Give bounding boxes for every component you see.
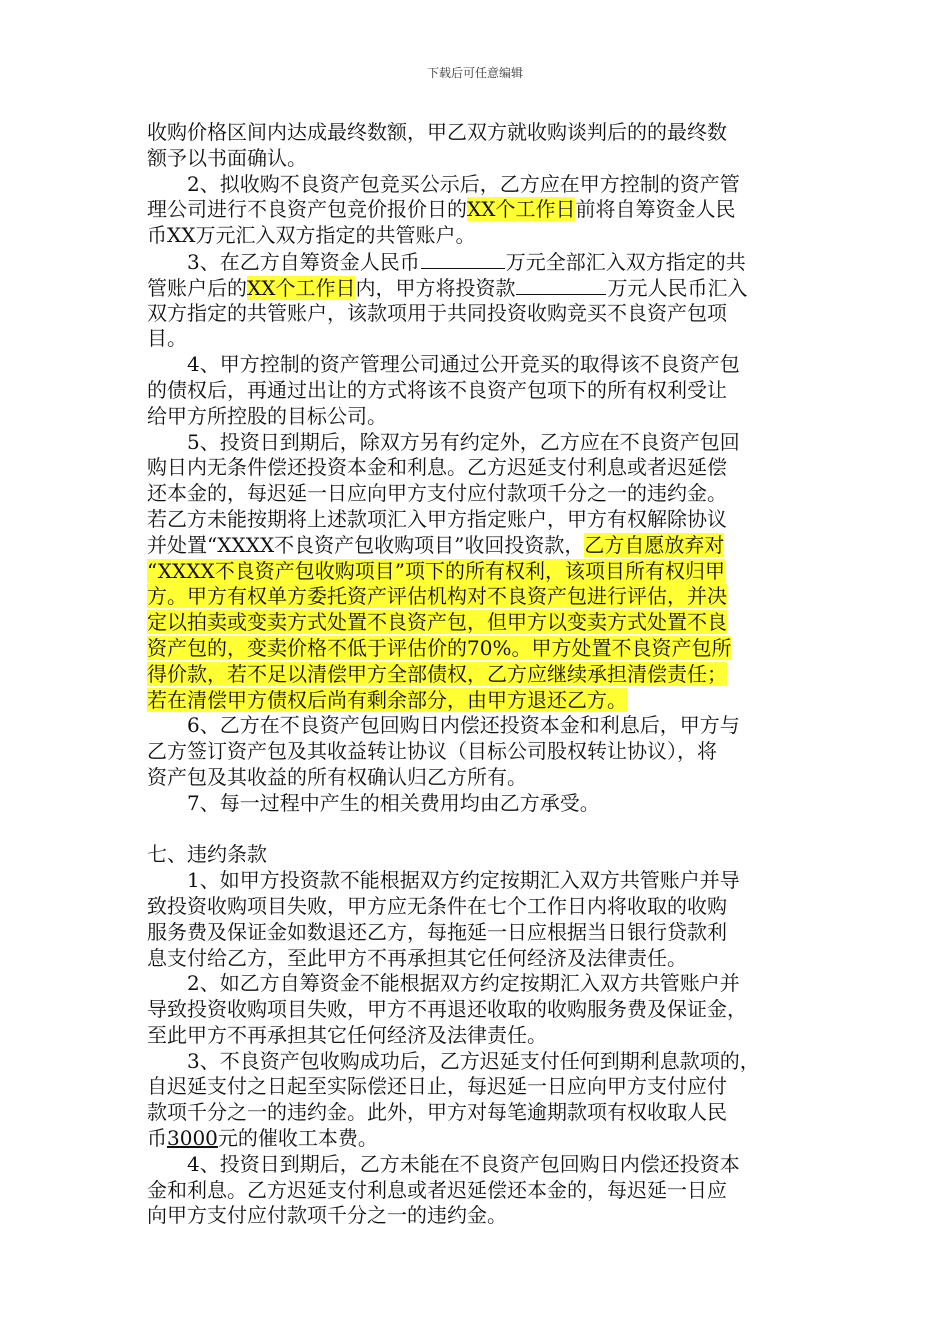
page-header-note: 下载后可任意编辑 xyxy=(426,66,523,80)
blank-underline xyxy=(421,249,505,269)
text-line xyxy=(147,662,813,688)
text-line: 6、乙方在不良资产包回购日内偿还投资本金和利息后，甲方与 xyxy=(187,713,740,738)
text-line: 购日内无条件偿还投资本金和利息。乙方迟延支付利息或者迟延偿 xyxy=(147,455,727,480)
text-line: 若乙方未能按期将上述款项汇入甲方指定账户，甲方有权解除协议 xyxy=(147,506,727,531)
text-line xyxy=(147,610,813,636)
document-body xyxy=(147,120,813,1229)
blank-underline xyxy=(516,275,606,295)
text-line: 2、拟收购不良资产包竞买公示后，乙方应在甲方控制的资产管 xyxy=(187,171,740,196)
text-line: 管账户后的XX个工作日内，甲方将投资款 万元人民币汇入 xyxy=(147,275,748,300)
text-line: 目。 xyxy=(147,326,187,351)
text-line xyxy=(147,636,813,662)
text-line: 自迟延支付之日起至实际偿还日止，每迟延一日应向甲方支付应付 xyxy=(147,1074,727,1099)
text-line: 致投资收购项目失败，甲方应无条件在七个工作日内将收取的收购 xyxy=(147,893,727,918)
text-line: 3、在乙方自筹资金人民币 万元全部汇入双方指定的共 xyxy=(187,249,746,274)
text-line: 还本金的，每迟延一日应向甲方支付应付款项千分之一的违约金。 xyxy=(147,481,727,506)
text-line: 理公司进行不良资产包竞价报价日的XX个工作日前将自筹资金人民 xyxy=(147,197,736,222)
text-line: 金和利息。乙方迟延支付利息或者迟延偿还本金的，每迟延一日应 xyxy=(147,1177,727,1202)
text-line: 给甲方所控股的目标公司。 xyxy=(147,403,387,428)
underlined-amount: 3000 xyxy=(167,1126,218,1151)
section-title: 七、违约条款 xyxy=(147,842,267,867)
text-line: 并处置“XXXX不良资产包收购项目”收回投资款，乙方自愿放弃对 xyxy=(147,532,725,557)
text-line: 服务费及保证金如数退还乙方，每拖延一日应根据当日银行贷款利 xyxy=(147,919,727,944)
text-line: 3、不良资产包收购成功后，乙方迟延支付任何到期利息款项的， xyxy=(187,1048,760,1073)
text-line: 息支付给乙方，至此甲方不再承担其它任何经济及法律责任。 xyxy=(147,945,687,970)
highlight: 资产包的，变卖价格不低于评估价的70%。甲方处置不良资产包所 xyxy=(147,635,732,660)
text-line: 乙方签订资产包及其收益转让协议（目标公司股权转让协议），将 xyxy=(147,739,717,764)
highlight: 方。甲方有权单方委托资产评估机构对不良资产包进行评估，并决 xyxy=(147,584,727,609)
text-line: 双方指定的共管账户，该款项用于共同投资收购竞买不良资产包项 xyxy=(147,300,727,325)
text-line xyxy=(147,688,813,714)
text-line: 额予以书面确认。 xyxy=(147,145,307,170)
text-line: 1、如甲方投资款不能根据双方约定按期汇入双方共管账户并导 xyxy=(187,868,740,893)
text-line: 的债权后，再通过出让的方式将该不良资产包项下的所有权利受让 xyxy=(147,377,727,402)
text-line: 4、投资日到期后，乙方未能在不良资产包回购日内偿还投资本 xyxy=(187,1151,740,1176)
text-line: 5、投资日到期后，除双方另有约定外，乙方应在不良资产包回 xyxy=(187,429,740,454)
text-line: 款项千分之一的违约金。此外，甲方对每笔逾期款项有权收取人民 xyxy=(147,1100,727,1125)
text-line: 4、甲方控制的资产管理公司通过公开竞买的取得该不良资产包 xyxy=(187,352,740,377)
text-line: 7、每一过程中产生的相关费用均由乙方承受。 xyxy=(187,790,600,815)
highlight: “XXXX不良资产包收购项目”项下的所有权利，该项目所有权归甲 xyxy=(147,558,725,583)
text-line: 向甲方支付应付款项千分之一的违约金。 xyxy=(147,1203,507,1228)
text-line: 2、如乙方自筹资金不能根据双方约定按期汇入双方共管账户并 xyxy=(187,971,740,996)
text-line: 资产包及其收益的所有权确认归乙方所有。 xyxy=(147,764,527,789)
text-line: 至此甲方不再承担其它任何经济及法律责任。 xyxy=(147,1022,547,1047)
text-line: 收购价格区间内达成最终数额，甲乙双方就收购谈判后的的最终数 xyxy=(147,120,727,144)
highlight: 定以拍卖或变卖方式处置不良资产包，但甲方以变卖方式处置不良 xyxy=(147,610,727,635)
highlight: 得价款，若不足以清偿甲方全部债权，乙方应继续承担清偿责任； xyxy=(147,661,727,686)
highlight: 若在清偿甲方债权后尚有剩余部分，由甲方退还乙方。 xyxy=(147,687,627,712)
text-line xyxy=(147,584,813,610)
paragraph-gap xyxy=(147,817,813,843)
text-line: 导致投资收购项目失败，甲方不再退还收取的收购服务费及保证金， xyxy=(147,997,747,1022)
text-line: 币3000元的催收工本费。 xyxy=(147,1126,378,1151)
highlight: 乙方自愿放弃对 xyxy=(584,532,725,557)
highlight: XX个工作日 xyxy=(247,275,356,300)
text-line xyxy=(147,559,813,585)
highlight: XX个工作日 xyxy=(467,197,576,222)
text-line: 币XX万元汇入双方指定的共管账户。 xyxy=(147,223,476,248)
